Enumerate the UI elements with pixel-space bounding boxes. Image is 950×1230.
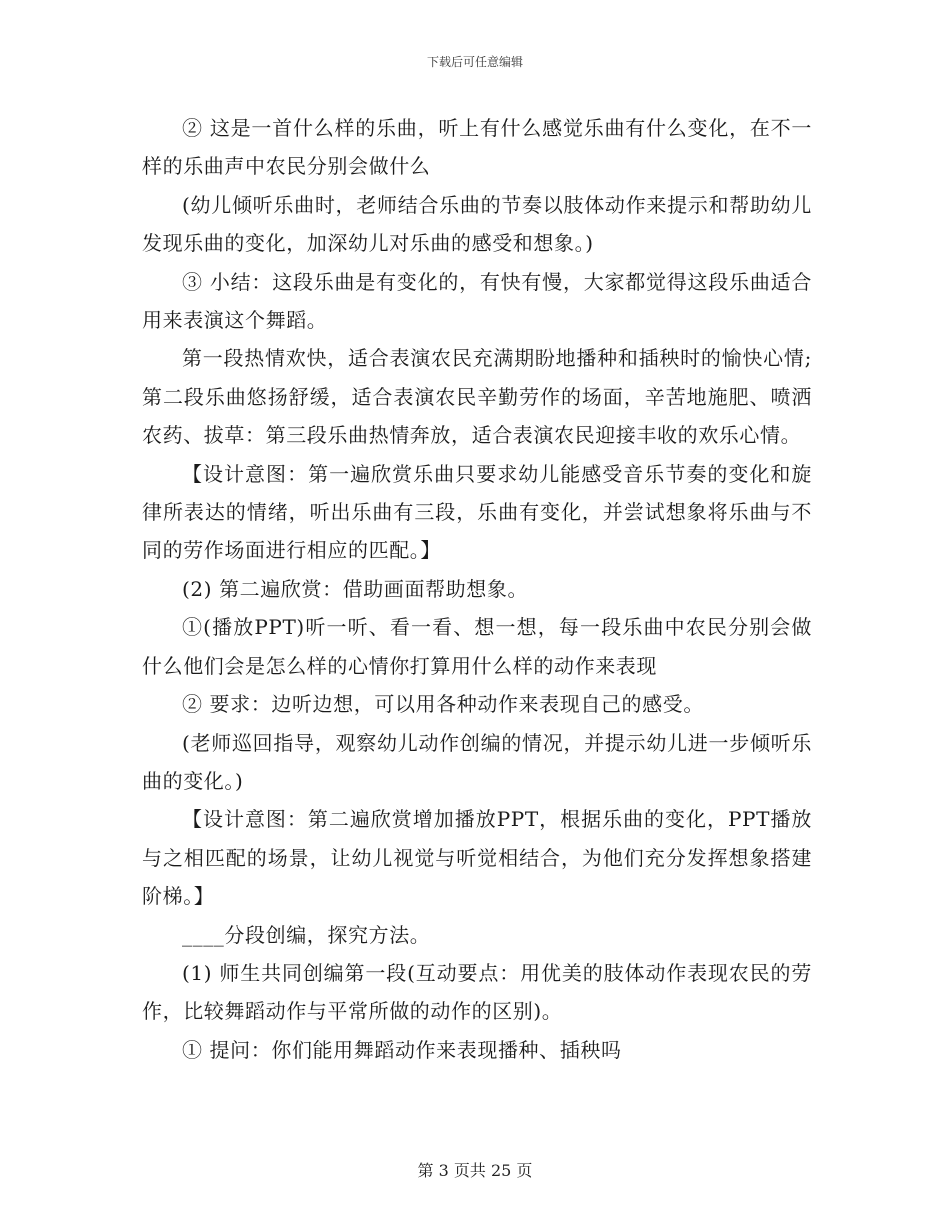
paragraph-question-2: ② 这是一首什么样的乐曲，听上有什么感觉乐曲有什么变化，在不一样的乐曲声中农民分别会做什么: [142, 116, 812, 179]
page-header: 下载后可任意编辑: [426, 55, 523, 69]
document-body: [142, 109, 812, 1069]
paragraph-teacher-note-1: (幼儿倾听乐曲时，老师结合乐曲的节奏以肢体动作来提示和帮助幼儿发现乐曲的变化，加深幼儿对乐曲的感受和想象。): [142, 192, 812, 256]
paragraph-section-creation-heading: ____分段创编，探究方法。: [182, 922, 431, 947]
paragraph-design-intent-2: 【设计意图：第二遍欣赏增加播放PPT，根据乐曲的变化，PPT播放与之相匹配的场景，让幼儿视觉与听觉相结合，为他们充分发挥想象搭建阶梯。】: [142, 807, 812, 909]
paragraph-co-create-first-section: (1) 师生共同创编第一段(互动要点：用优美的肢体动作表现农民的劳作，比较舞蹈动作与平常所做的动作的区别)。: [142, 960, 812, 1024]
paragraph-requirement: ② 要求：边听边想，可以用各种动作来表现自己的感受。: [182, 692, 704, 717]
paragraph-sections-description: 第一段热情欢快，适合表演农民充满期盼地播种和插秧时的愉快心情;第二段乐曲悠扬舒缓，适合表演农民辛勤劳作的场面，辛苦地施肥、喷洒农药、拔草：第三段乐曲热情奔放，适合表演农民迎接丰收的欢乐心情。: [142, 346, 812, 448]
paragraph-question-1: ① 提问：你们能用舞蹈动作来表现播种、插秧吗: [182, 1037, 622, 1062]
paragraph-play-ppt: ①(播放PPT)听一听、看一看、想一想，每一段乐曲中农民分别会做什么他们会是怎么样的心情你打算用什么样的动作来表现: [142, 615, 812, 678]
page-footer-page-number: 第 3 页共 25 页: [417, 1161, 533, 1180]
paragraph-summary-3: ③ 小结：这段乐曲是有变化的，有快有慢，大家都觉得这段乐曲适合用来表演这个舞蹈。: [142, 269, 812, 333]
paragraph-teacher-note-2: (老师巡回指导，观察幼儿动作创编的情况，并提示幼儿进一步倾听乐曲的变化。): [142, 730, 812, 793]
paragraph-design-intent-1: 【设计意图：第一遍欣赏乐曲只要求幼儿能感受音乐节奏的变化和旋律所表达的情绪，听出乐曲有三段，乐曲有变化，并尝试想象将乐曲与不同的劳作场面进行相应的匹配。】: [142, 461, 812, 563]
paragraph-second-listening-heading: (2) 第二遍欣赏：借助画面帮助想象。: [182, 576, 529, 601]
